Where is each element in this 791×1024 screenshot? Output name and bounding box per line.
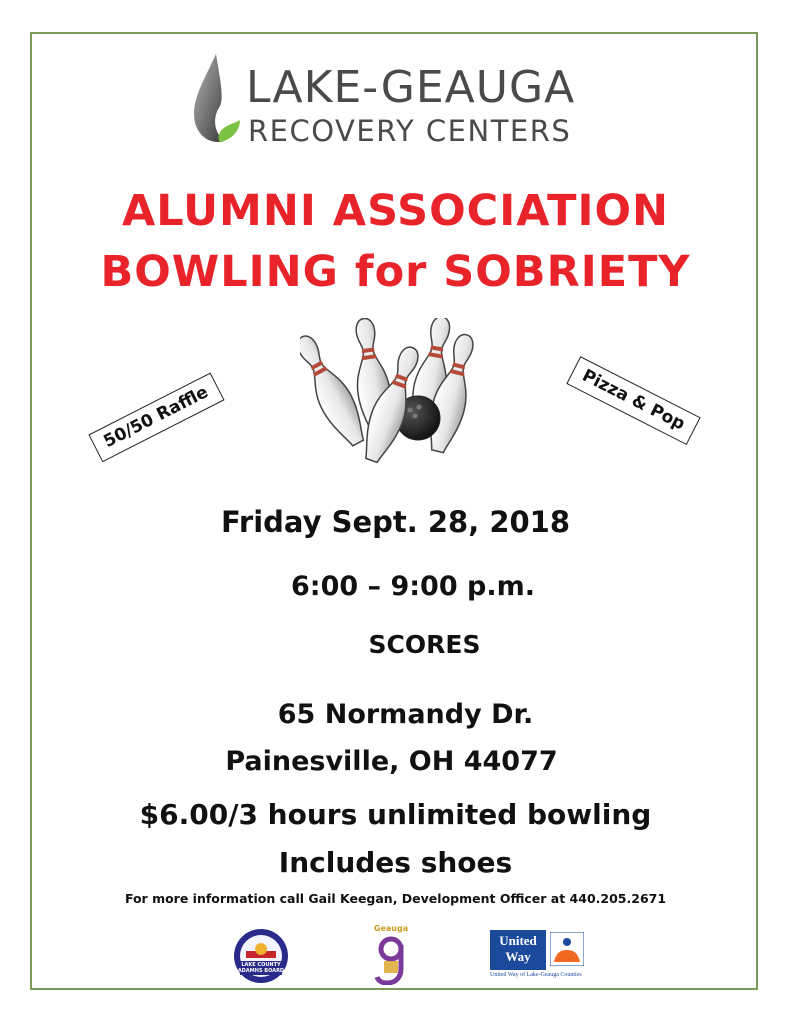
pizza-pop-tag: Pizza & Pop	[566, 356, 700, 445]
price-info: $6.00/3 hours unlimited bowling	[139, 798, 652, 831]
headline-line1: ALUMNI ASSOCIATION	[121, 186, 670, 236]
event-time: 6:00 – 9:00 p.m.	[291, 571, 535, 602]
includes-info: Includes shoes	[278, 846, 513, 879]
geauga-g-icon	[374, 935, 408, 985]
event-date: Friday Sept. 28, 2018	[220, 505, 571, 539]
united-way-hand-icon	[550, 932, 584, 966]
org-name: LAKE-GEAUGA	[246, 62, 576, 113]
united-way-subtitle: United Way of Lake-Geauga Counties	[490, 972, 582, 978]
adamhs-seal-icon	[232, 927, 290, 985]
venue-name: SCORES	[368, 630, 481, 659]
raffle-tag: 50/50 Raffle	[88, 373, 224, 463]
droplet-leaf-logo-icon	[190, 52, 242, 147]
adamhs-label: LAKE COUNTY ADAMHS BOARD	[237, 962, 285, 974]
org-subtitle: RECOVERY CENTERS	[248, 114, 572, 148]
address-line2: Painesville, OH 44077	[225, 746, 558, 777]
geauga-label: Geauga	[373, 924, 409, 933]
address-line1: 65 Normandy Dr.	[277, 699, 534, 730]
geauga-logo	[370, 925, 412, 987]
bowling-pins-icon	[300, 318, 475, 468]
lake-county-adamhs-logo	[232, 927, 290, 985]
united-way-wordmark: United Way	[490, 930, 546, 970]
united-way-logo	[490, 930, 586, 984]
contact-line: For more information call Gail Keegan, Development Officer at 440.205.2671	[124, 891, 667, 906]
headline-line2: BOWLING for SOBRIETY	[100, 247, 691, 297]
